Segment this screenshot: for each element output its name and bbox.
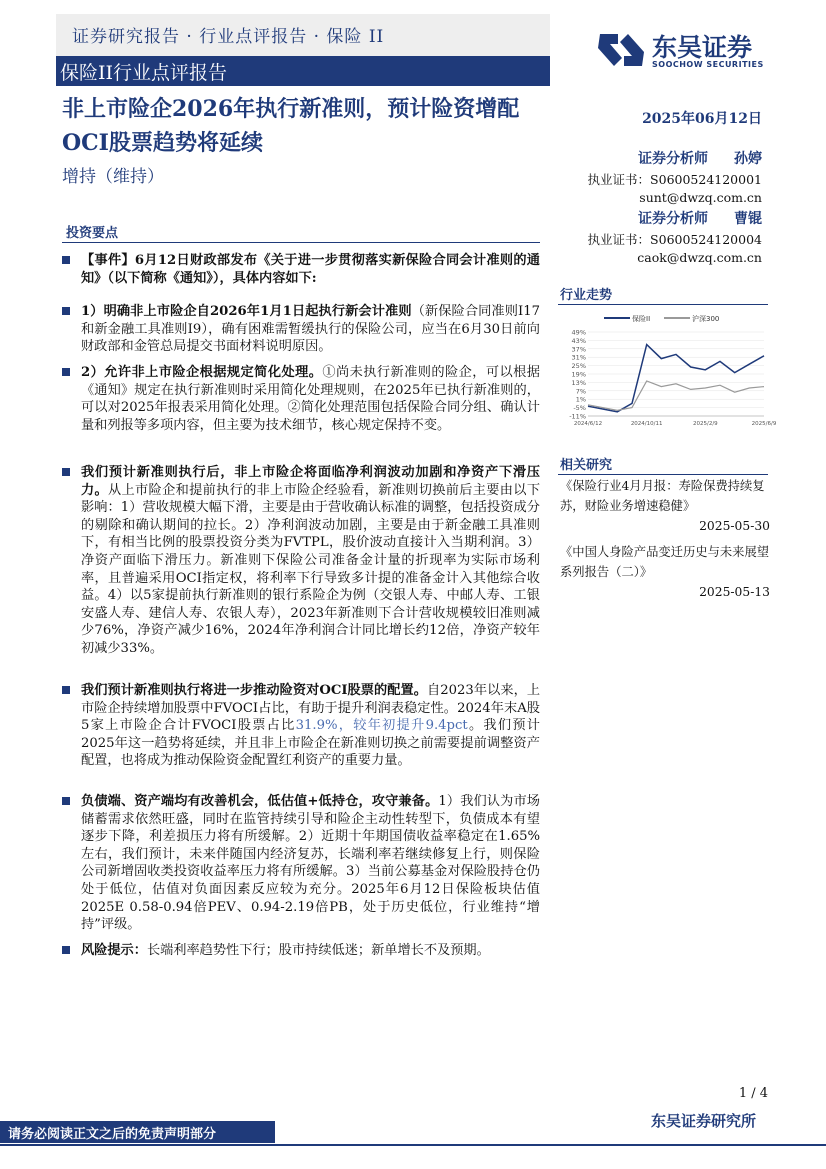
y-tick-label: -11% [569,412,586,421]
x-tick-label: 2024/6/12 [573,421,603,427]
analyst-2-label: 证券分析师 [638,211,709,227]
y-tick-label: 7% [575,387,586,396]
para-point-1: 1）明确非上市险企自2026年1月1日起执行新会计准则（新保险合同准则I17和新金融工具准则I9），确有困难需暂缓执行的保险公司，应当在6月30日前向财政部和金管总局提交书面材料说明原因。 [62,303,540,356]
rating: 增持（维持） [62,167,164,187]
report-date: 2025年06月12日 [642,111,762,127]
bullet-icon [62,368,70,376]
para-profit-pressure: 我们预计新准则执行后，非上市险企将面临净利润波动加剧和净资产下滑压力。从上市险企和提前执行的非上市险企经验看，新准则切换前后主要由以下影响：1）营收规模大幅下滑，主要是由于营收确认标准的调整，包括投资成分的剔除和确认期间的拉长。2）净利润波动加剧，主要是由于新金融工具准则下，有相当比例的股票投资分类为FVTPL，股价波动直接计入当期利润。3）净资产面临下滑压力。新准则下保险公司准备金计量的折现率为实际市场利率，且普遍采用OCI指定权，将利率下行导致多计提的准备金计入其他综合收益。4）以5家提前执行新准则的银行系险企为例（交银人寿、中邮人寿、工银安盛人寿、建信人寿、农银人寿），2023年新准则下合计营收规模较旧准则减少76%，净资产减少16%，2024年净利润合计同比增长约12倍，净资产较年初减少33%。 [62,464,540,658]
y-tick-label: -5% [573,404,586,413]
report-title: 非上市险企2026年执行新准则，预计险资增配OCI股票趋势将延续 [62,96,520,156]
chart-legend [604,314,719,323]
bullet-icon [62,797,70,805]
related-item-date: 2025-05-30 [699,519,770,533]
page-number: 1 / 4 [738,1086,768,1101]
y-tick-label: 37% [571,345,586,354]
analyst-1-email[interactable]: sunt@dwzq.com.cn [639,190,762,205]
analyst-1-cert: 执业证书：S0600524120001 [587,172,762,187]
para-outlook: 负债端、资产端均有改善机会，低估值+低持仓，攻守兼备。1）我们认为市场储蓄需求依然旺盛，同时在监管持续引导和险企主动性转型下，负债成本有望逐步下降，利差损压力将有所缓解。2）近期十年期国债收益率稳定在1.65%左右，我们预计，未来伴随国内经济复苏，长端利率若继续修复上行，则保险公司新增固收类投资收益率压力将有所缓解。3）当前公募基金对保险股持仓仍处于低位，估值对负面因素反应较为充分。2025年6月12日保险板块估值2025E 0.58-0.94倍PEV、0.94-2.19倍PB，处于历史低位，行业维持“增持”评级。 [62,793,540,934]
x-tick-label: 2024/10/11 [630,421,663,427]
analyst-2-name: 曹锟 [734,211,762,227]
related-rule [558,474,768,475]
related-item-date: 2025-05-13 [699,585,770,599]
trend-rule [558,304,768,305]
brand-name-cn: 东吴证券 [652,33,753,62]
y-tick-label: 49% [571,328,586,337]
report-category: 保险II行业点评报告 [60,62,228,84]
related-item-title: 《保险行业4月月报：寿险保费持续复苏，财险业务增速稳健》 [560,479,765,513]
heading-rule [62,242,540,243]
bullet-icon [62,946,70,954]
y-tick-label: 25% [571,362,586,371]
analyst-2-line [638,208,762,228]
analyst-2-email[interactable]: caok@dwzq.com.cn [637,250,762,265]
breadcrumb: 证券研究报告 · 行业点评报告 · 保险 II [72,27,385,47]
para-event: 【事件】6月12日财政部发布《关于进一步贯彻落实新保险合同会计准则的通知》（以下简称《通知》），具体内容如下: [62,252,540,287]
analyst-2-cert: 执业证书：S0600524120004 [587,232,762,247]
investment-heading: 投资要点 [66,226,119,241]
series-line-insurance [588,345,764,412]
investment-body [62,252,540,972]
trend-heading: 行业走势 [560,288,613,303]
related-item-title: 《中国人身险产品变迁历史与未来展望系列报告（二）》 [560,545,770,579]
analyst-1-line [638,148,762,168]
x-tick-label: 2025/6/9 [751,421,777,427]
bullet-icon [62,468,70,476]
soochow-logo-icon [596,28,646,72]
y-tick-label: 31% [571,353,586,362]
series-line-csi300 [588,381,764,410]
analyst-1-label: 证券分析师 [638,151,709,167]
y-tick-label: 19% [571,370,586,379]
institute-name: 东吴证券研究所 [650,1112,756,1130]
legend-label-insurance: 保险II [632,315,651,323]
disclaimer-notice[interactable]: 请务必阅读正文之后的免责声明部分 [8,1127,217,1142]
x-tick-label: 2025/2/9 [692,421,718,427]
bullet-icon [62,307,70,315]
y-tick-label: 43% [571,336,586,345]
related-item-1[interactable] [560,476,770,536]
footer-line [0,1144,826,1146]
bullet-icon [62,256,70,264]
related-heading: 相关研究 [560,458,613,473]
related-item-2[interactable] [560,542,770,602]
y-tick-label: 1% [575,395,586,404]
trend-chart [560,310,777,428]
y-tick-label: 13% [571,378,586,387]
bullet-icon [62,686,70,694]
para-risk: 风险提示：长端利率趋势性下行；股市持续低迷；新单增长不及预期。 [62,942,540,960]
para-point-2: 2）允许非上市险企根据规定简化处理。①尚未执行新准则的险企，可以根据《通知》规定在执行新准则时采用简化处理规则，在2025年已执行新准则的，可以对2025年报表采用简化处理。②简化处理范围包括保险合同分组、确认计量和列报等多项内容，但主要为技术细节，核心规定保持不变。 [62,364,540,434]
brand-name-en: SOOCHOW SECURITIES [652,60,764,69]
para-oci: 我们预计新准则执行将进一步推动险资对OCI股票的配置。自2023年以来，上市险企持续增加股票中FVOCI占比，有助于提升利润表稳定性。2024年末A股5家上市险企合计FVOCI股票占比31.9%，较年初提升9.4pct。我们预计2025年这一趋势将延续，并且非上市险企在新准则切换之前需要提前调整资产配置，也将成为推动保险资金配置红利资产的重要力量。 [62,682,540,770]
legend-label-csi300: 沪深300 [692,315,720,323]
analyst-1-name: 孙婷 [734,151,762,167]
